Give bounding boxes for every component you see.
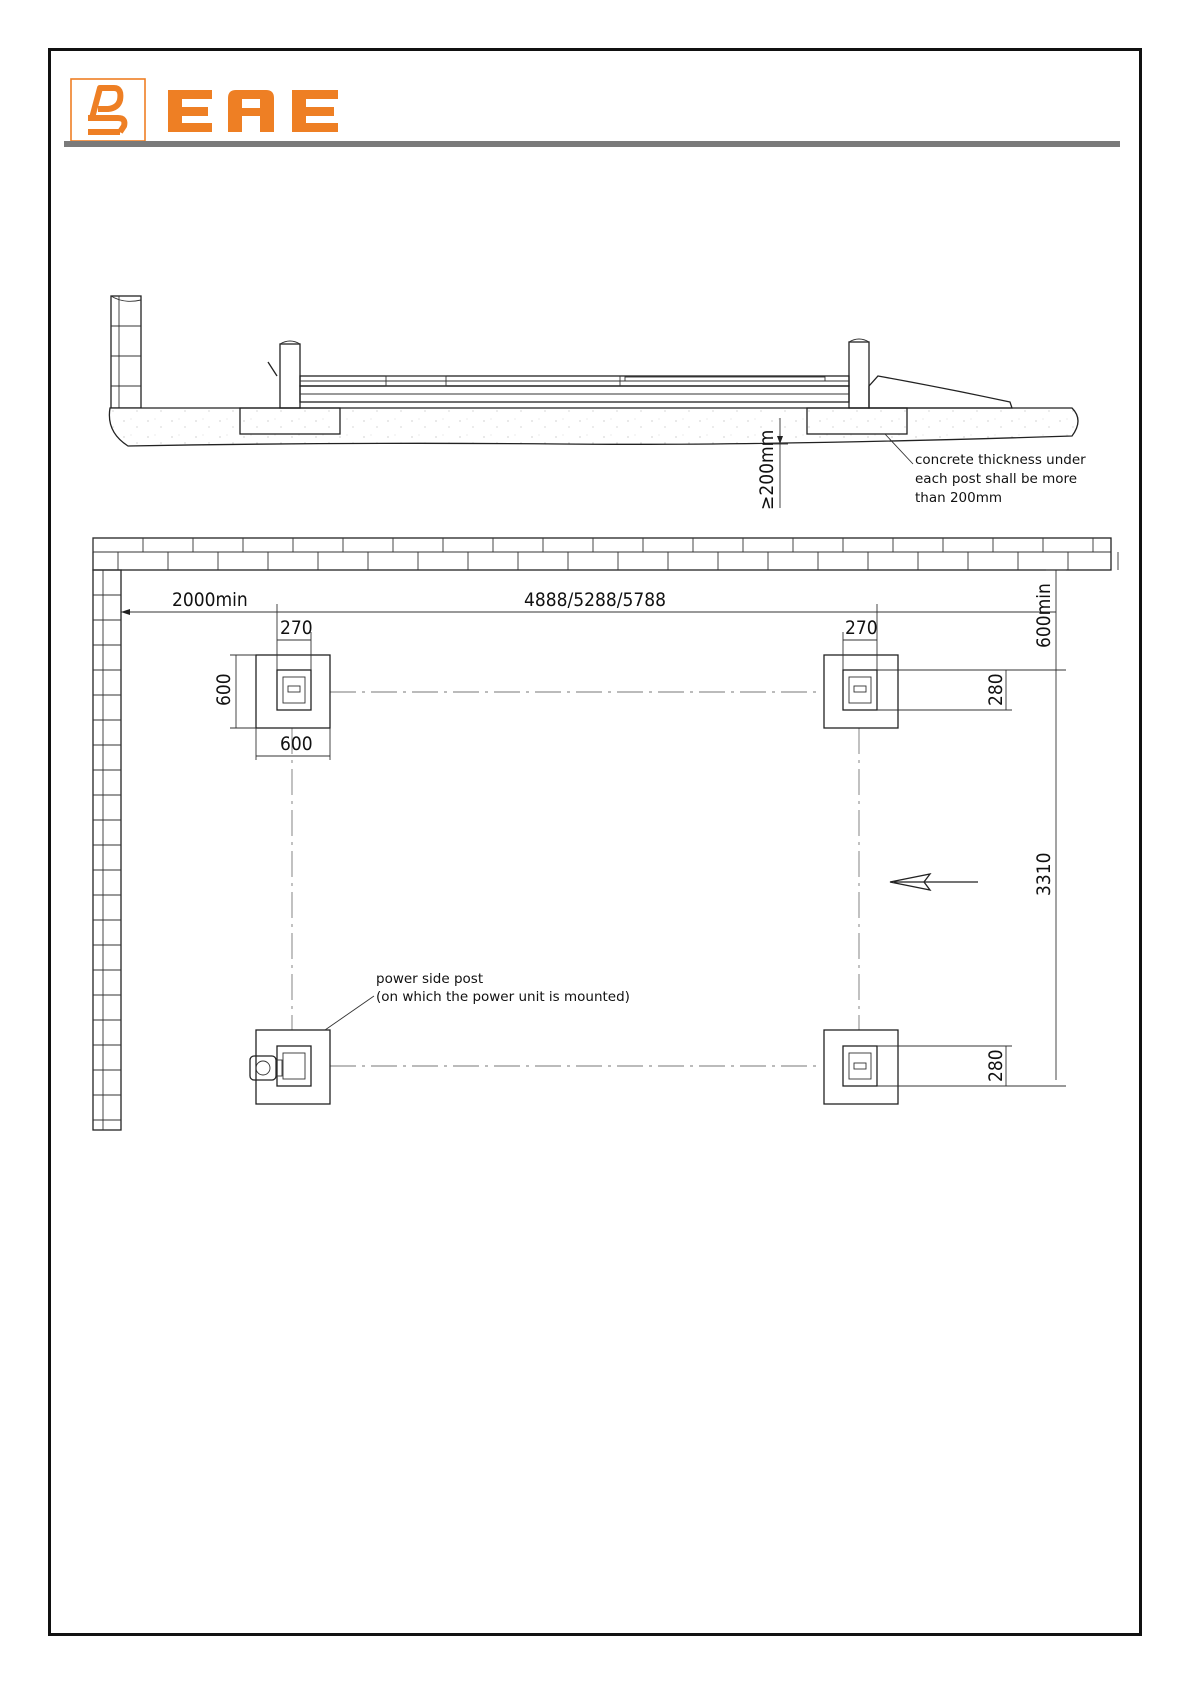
side-wall [111, 296, 141, 408]
drive-direction-arrow-icon [890, 874, 978, 890]
side-runway [300, 376, 849, 402]
dim-post-span: 4888/5288/5788 [524, 589, 666, 611]
plan-view [93, 538, 1118, 1130]
ground-slab [109, 408, 1078, 446]
side-view [109, 296, 1086, 510]
dim-offset-top: 280 [985, 673, 1007, 706]
dim-offset-bottom: 280 [985, 1049, 1007, 1082]
dimension-horizontal-top [121, 604, 1056, 670]
thickness-label: ≥200mm [756, 429, 778, 510]
thickness-note-line-3: than 200mm [915, 490, 1003, 506]
pad-top-left [256, 655, 330, 728]
power-note-leader [325, 996, 374, 1030]
thickness-note-line-2: each post shall be more [915, 471, 1078, 487]
pad-bottom-left-power [250, 1030, 330, 1104]
side-post-left [268, 341, 300, 408]
side-ramp [869, 376, 1012, 408]
dimension-offset-bottom [877, 1046, 1066, 1086]
power-note-line-2: (on which the power unit is mounted) [376, 989, 630, 1005]
dim-plate-right: 270 [845, 617, 878, 639]
dim-plate-left: 270 [280, 617, 313, 639]
dim-track-span: 3310 [1033, 852, 1055, 896]
plan-wall-top [93, 538, 1118, 570]
pad-top-right [824, 655, 898, 728]
dim-wall-gap: 2000min [172, 589, 248, 611]
dim-top-gap: 600min [1033, 583, 1055, 648]
side-post-right [849, 339, 869, 408]
plan-wall-left [93, 570, 121, 1130]
thickness-note-line-1: concrete thickness under [915, 452, 1086, 468]
power-note-line-1: power side post [376, 971, 484, 987]
dim-pad-width: 600 [280, 733, 313, 755]
dim-pad-height: 600 [213, 673, 235, 706]
pad-bottom-right [824, 1030, 898, 1104]
